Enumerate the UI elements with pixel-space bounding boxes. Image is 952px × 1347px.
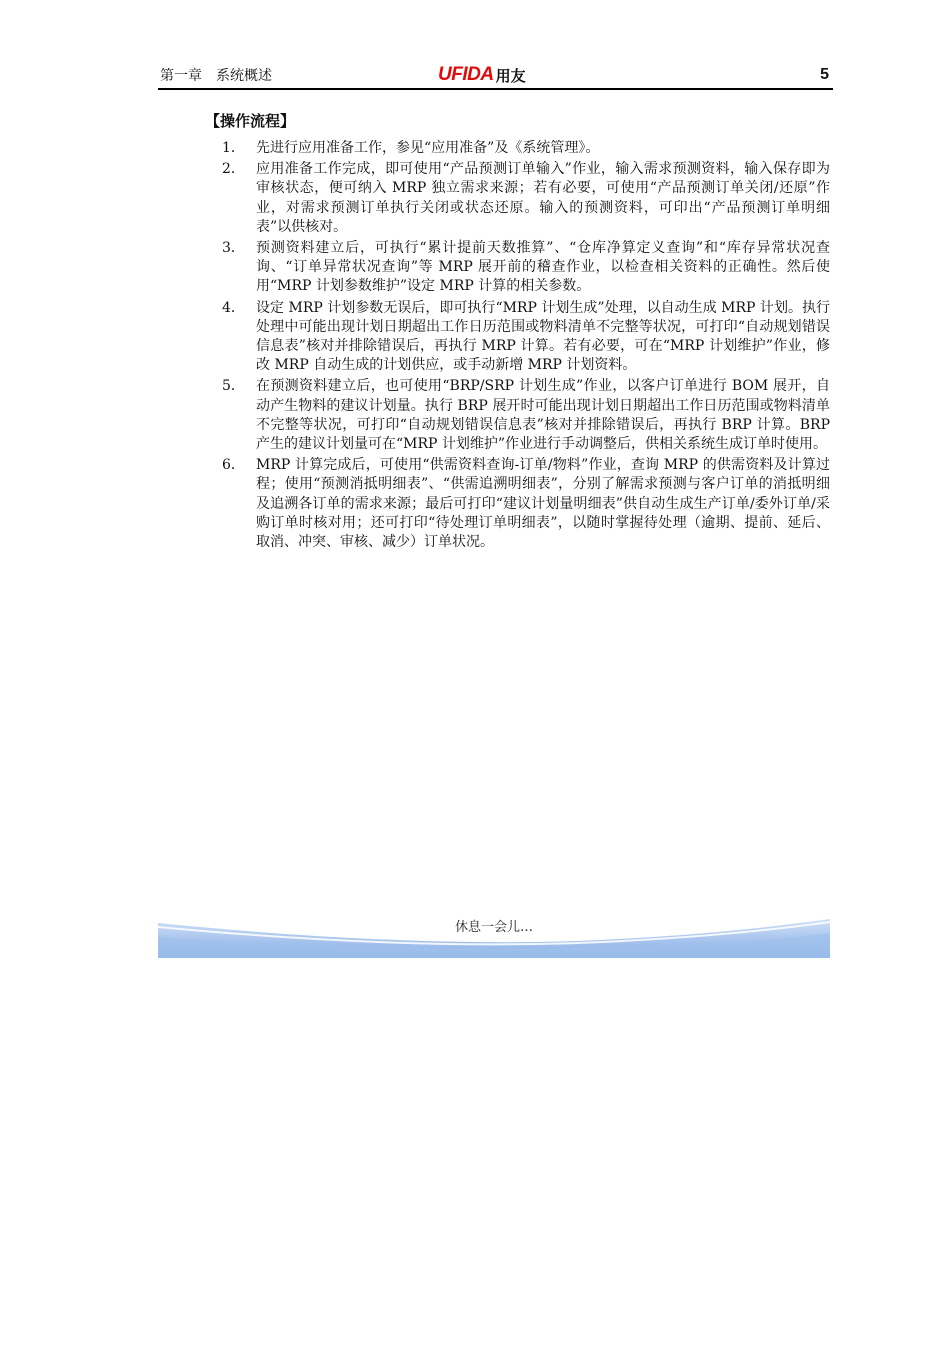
- logo-chinese-text: 用友: [495, 66, 526, 85]
- procedure-step: [222, 139, 830, 158]
- rest-banner: [158, 915, 830, 958]
- step-text: 预测资料建立后，可执行“累计提前天数推算”、“仓库净算定义查询”和“库存异常状况查询、“订单异常状况查询”等 MRP 展开前的稽查作业，以检查相关资料的正确性。然后使用“MRP 计划参数维护”设定 MRP 计算的相关参数。: [256, 240, 830, 295]
- step-text: MRP 计算完成后，可使用“供需资料查询-订单/物料”作业，查询 MRP 的供需资料及计算过程；使用“预测消抵明细表”、“供需追溯明细表”，分别了解需求预测与客户订单的消抵明细及追溯各订单的需求来源；最后可打印“建议计划量明细表”供自动生成生产订单/委外订单/采购订单时核对用；还可打印“待处理订单明细表”，以随时掌握待处理（逾期、提前、延后、取消、冲突、审核、减少）订单状况。: [256, 457, 830, 551]
- ufida-logo: [438, 64, 526, 86]
- step-number: 6．: [222, 457, 245, 474]
- step-number: 5．: [222, 378, 245, 395]
- step-number: 1．: [222, 140, 245, 156]
- procedure-steps-list: [222, 139, 830, 552]
- procedure-step: [222, 160, 830, 237]
- rest-banner-text: 休息一会儿…: [454, 920, 533, 935]
- page-number: 5: [820, 66, 829, 83]
- step-text: 应用准备工作完成，即可使用“产品预测订单输入”作业，输入需求预测资料，输入保存即为审核状态，便可纳入 MRP 独立需求来源；若有必要，可使用“产品预测订单关闭/还原”作业，对需求预测订单执行关闭或状态还原。输入的预测资料，可印出“产品预测订单明细表”以供核对。: [256, 161, 830, 235]
- procedure-step: [222, 239, 830, 297]
- step-text: 在预测资料建立后，也可使用“BRP/SRP 计划生成”作业，以客户订单进行 BOM 展开，自动产生物料的建议计划量。执行 BRP 展开时可能出现计划日期超出工作日历范围或物料清单不完整等状况，可打印“自动规划错误信息表”核对并排除错误后，再执行 BRP 计算。BRP 产生的建议计划量可在“MRP 计划维护”作业进行手动调整后，供相关系统生成订单时使用。: [256, 378, 830, 453]
- step-number: 3．: [222, 240, 245, 257]
- chapter-title: 第一章 系统概述: [160, 68, 272, 84]
- logo-latin-text: UFIDA: [438, 64, 494, 85]
- page-header: [158, 64, 833, 90]
- step-number: 2．: [222, 161, 245, 178]
- step-text: 先进行应用准备工作，参见“应用准备”及《系统管理》。: [256, 140, 600, 156]
- procedure-step: [222, 299, 830, 376]
- step-text: 设定 MRP 计划参数无误后，即可执行“MRP 计划生成”处理，以自动生成 MRP 计划。执行处理中可能出现计划日期超出工作日历范围或物料清单不完整等状况，可打印“自动规划错误信息表”核对并排除错误后，再执行 MRP 计算。若有必要，可在“MRP 计划维护”作业，修改 MRP 自动生成的计划供应，或手动新增 MRP 计划资料。: [256, 299, 830, 374]
- procedure-step: [222, 377, 830, 454]
- procedure-step: [222, 456, 830, 552]
- step-number: 4．: [222, 299, 245, 316]
- section-title: 【操作流程】: [205, 112, 296, 130]
